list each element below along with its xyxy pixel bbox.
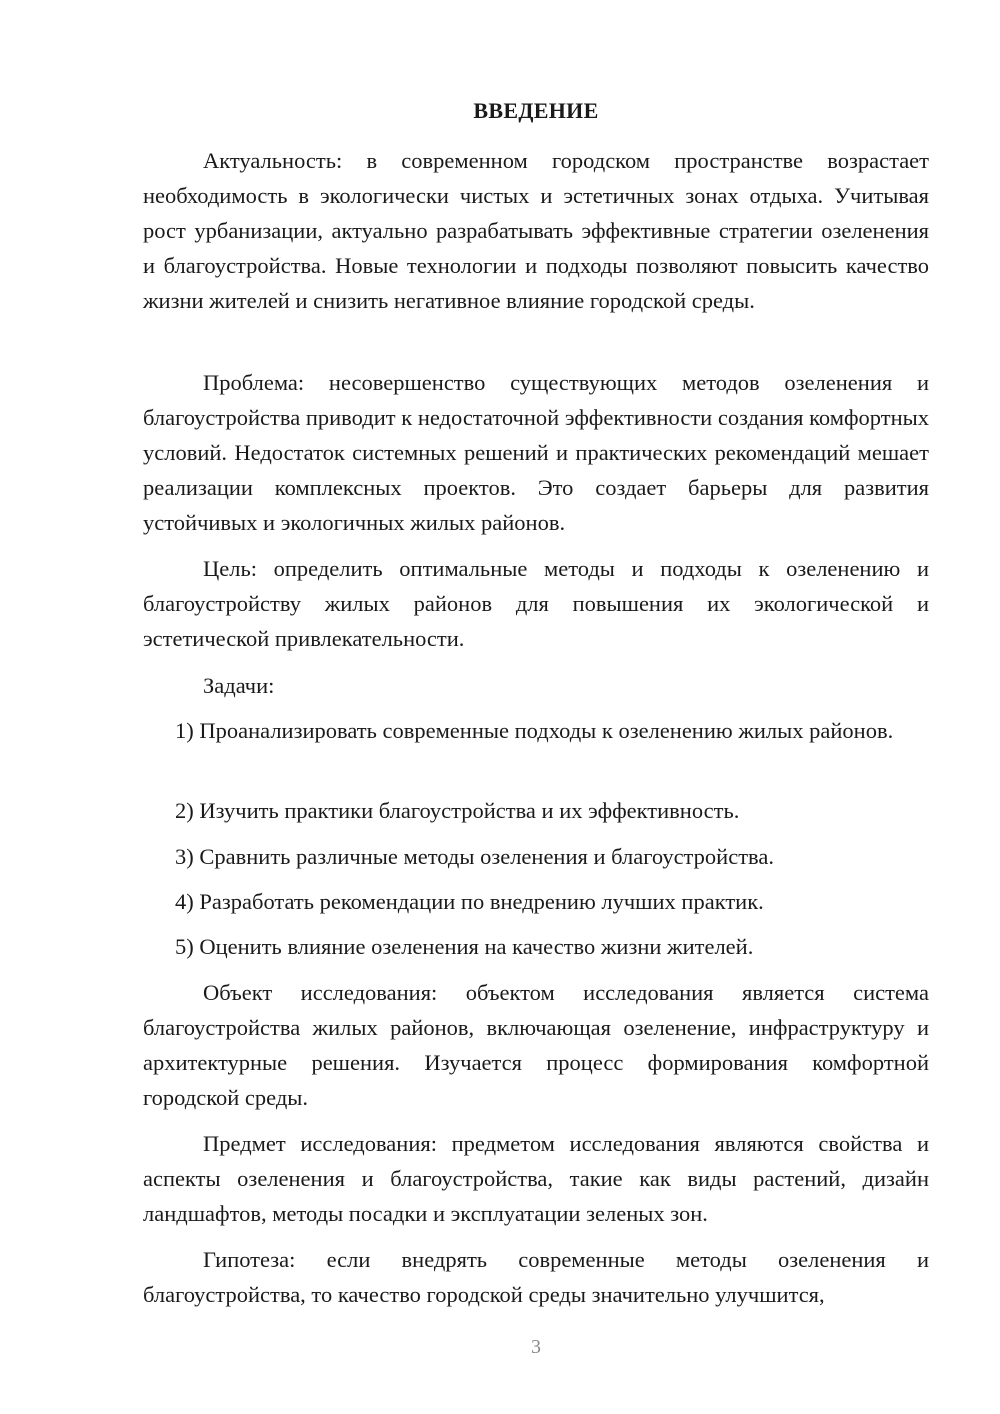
page-number: 3 [531, 1336, 541, 1358]
paragraph-goal: Цель: определить оптимальные методы и подходы к озеленению и благоустройству жилых районов для повышения их экологической и эстетической привлекательности. [143, 556, 929, 651]
task-item-4: 4) Разработать рекомендации по внедрению лучших практик. [175, 889, 764, 914]
paragraph-hypothesis: Гипотеза: если внедрять современные методы озеленения и благоустройства, то качество городской среды значительно улучшится, [143, 1247, 929, 1307]
task-item-3: 3) Сравнить различные методы озеленения и благоустройства. [175, 844, 774, 869]
paragraph-relevance: Актуальность: в современном городском пространстве возрастает необходимость в экологически чистых и эстетичных зонах отдыха. Учитывая рост урбанизации, актуально разрабатывать эффективные стратегии озеленения и благоустройства. Новые технологии и подходы позволяют повысить качество жизни жителей и снизить негативное влияние городской среды. [143, 148, 929, 313]
tasks-label: Задачи: [203, 673, 275, 698]
task-item-5: 5) Оценить влияние озеленения на качество жизни жителей. [175, 934, 754, 959]
task-item-2: 2) Изучить практики благоустройства и их эффективность. [175, 798, 740, 823]
paragraph-subject: Предмет исследования: предметом исследования являются свойства и аспекты озеленения и благоустройства, такие как виды растений, дизайн ландшафтов, методы посадки и эксплуатации зеленых зон. [143, 1131, 929, 1226]
task-item-1: 1) Проанализировать современные подходы к озеленению жилых районов. [175, 718, 894, 743]
section-heading: ВВЕДЕНИЕ [473, 98, 599, 123]
paragraph-problem: Проблема: несовершенство существующих методов озеленения и благоустройства приводит к недостаточной эффективности создания комфортных условий. Недостаток системных решений и практических рекомендаций мешает реализации комплексных проектов. Это создает барьеры для развития устойчивых и экологичных жилых районов. [143, 370, 929, 535]
paragraph-object: Объект исследования: объектом исследования является система благоустройства жилых районов, включающая озеленение, инфраструктуру и архитектурные решения. Изучается процесс формирования комфортной городской среды. [143, 980, 929, 1110]
